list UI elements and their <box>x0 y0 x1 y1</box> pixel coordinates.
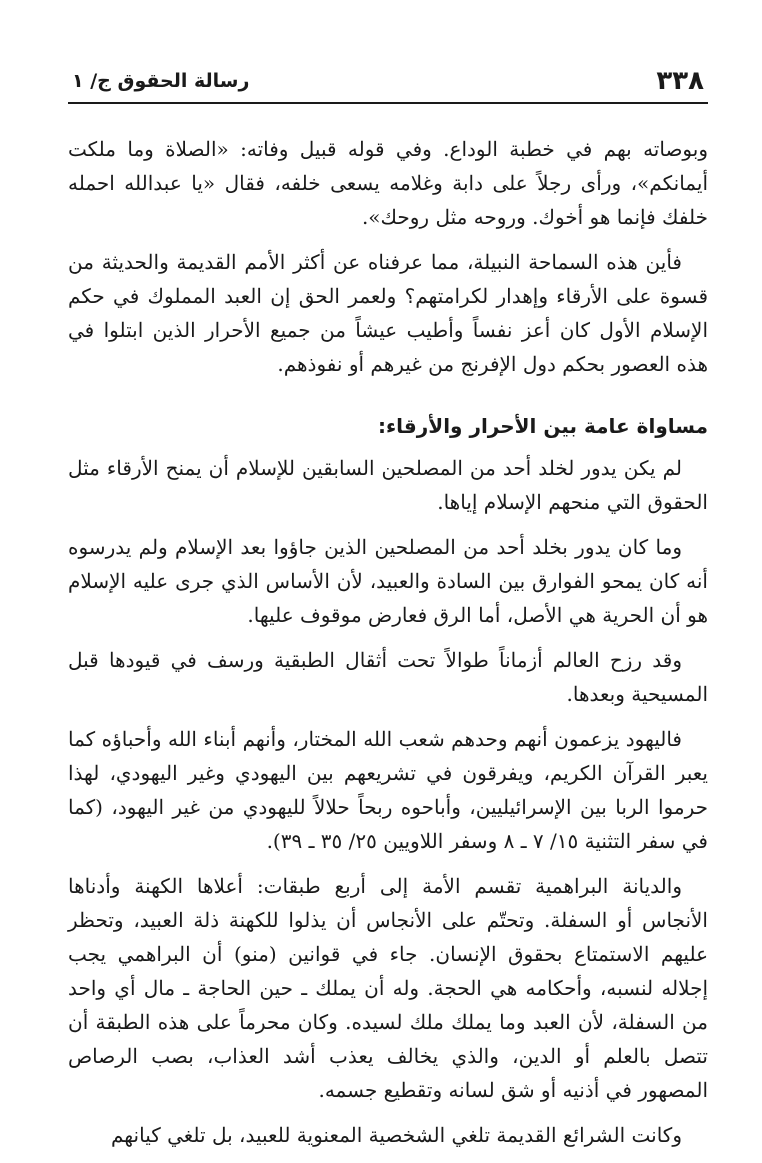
page-number: ٣٣٨ <box>656 66 704 96</box>
header-divider <box>68 102 708 104</box>
paragraph: وما كان يدور بخلد أحد من المصلحين الذين جاؤوا بعد الإسلام ولم يدرسوه أنه كان يمحو الفوارق بين السادة والعبيد، لأن الأساس الذي جرى عليه الإسلام هو أن الحرية هي الأصل، أما الرق فعارض موقوف عليها. <box>68 535 708 627</box>
page-header <box>68 60 708 104</box>
paragraph: فأين هذه السماحة النبيلة، مما عرفناه عن أكثر الأمم القديمة والحديثة من قسوة على الأرقاء وإهدار لكرامتهم؟ ولعمر الحق إن العبد المملوك في حكم الإسلام الأول كان أعز نفساً وأطيب عيشاً من جميع الأحرار الذين ابتلوا في هذه العصور بحكم دول الإفرنج من غيرهم أو نفوذهم. <box>68 250 708 376</box>
page-body <box>68 132 708 1152</box>
document-page <box>68 60 708 1163</box>
section-heading: مساواة عامة بين الأحرار والأرقاء: <box>377 414 708 438</box>
paragraph: وكانت الشرائع القديمة تلغي الشخصية المعنوية للعبيد، بل تلغي كيانهم <box>111 1123 682 1147</box>
paragraph: والديانة البراهمية تقسم الأمة إلى أربع طبقات: أعلاها الكهنة وأدناها الأنجاس أو السفلة. وتحتّم على الأنجاس أن يذلوا للكهنة ذلة العبيد، وتحظر عليهم الاستمتاع بحقوق الإنسان. جاء في قوانين (منو) أن البراهمي يجب إجلاله لنسبه، وأحكامه هي الحجة. وله أن يملك ـ حين الحاجة ـ مال أي واحد من السفلة، لأن العبد وما يملك ملك لسيده. وكان محرماً على هذه الطبقة أن تتصل بالعلم أو الدين، والذي يخالف يعذب أشد العذاب، بصب الرصاص المصهور في أذنيه أو شق لسانه وتقطيع جسمه. <box>68 874 708 1102</box>
paragraph: لم يكن يدور لخلد أحد من المصلحين السابقين للإسلام أن يمنح الأرقاء مثل الحقوق التي منحهم الإسلام إياها. <box>68 456 708 514</box>
paragraph: فاليهود يزعمون أنهم وحدهم شعب الله المختار، وأنهم أبناء الله وأحباؤه كما يعبر القرآن الكريم، ويفرقون في تشريعهم بين اليهودي وغير اليهودي، لهذا حرموا الربا بين الإسرائيليين، وأباحوه ربحاً حلالاً لليهودي من غير اليهود، (كما في سفر التثنية ١٥/ ٧ ـ ٨ وسفر اللاويين ٢٥/ ٣٥ ـ ٣٩). <box>68 727 708 853</box>
paragraph: وبوصاته بهم في خطبة الوداع. وفي قوله قبيل وفاته: «الصلاة وما ملكت أيمانكم»، ورأى رجلاً على دابة وغلامه يسعى خلفه، فقال «يا عبدالله احمله خلفك فإنما هو أخوك. وروحه مثل روحك». <box>68 137 708 229</box>
running-title: رسالة الحقوق ج/ ١ <box>72 70 250 92</box>
paragraph: وقد رزح العالم أزماناً طوالاً تحت أثقال الطبقية ورسف في قيودها قبل المسيحية وبعدها. <box>68 648 708 706</box>
